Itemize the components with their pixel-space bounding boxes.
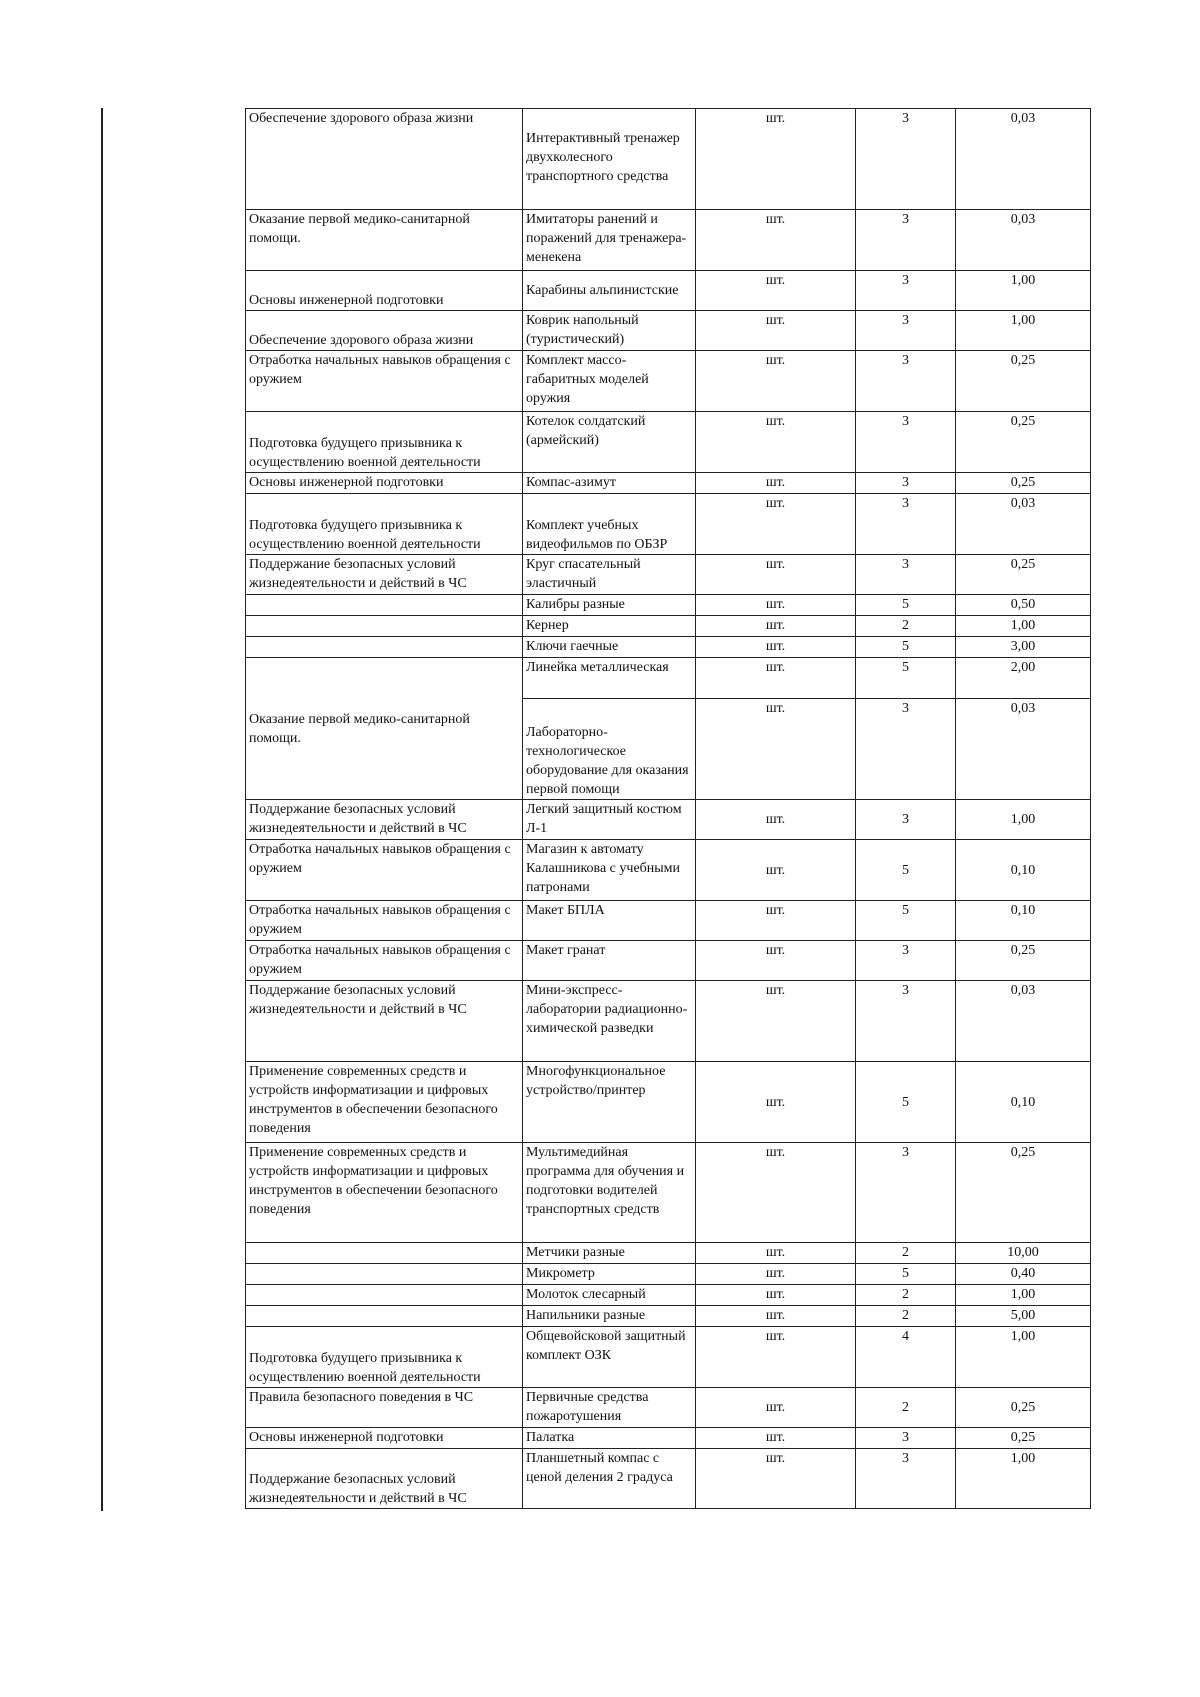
unit-cell: шт. <box>696 1143 856 1243</box>
unit-cell: шт. <box>696 109 856 210</box>
section-cell: Обеспечение здорового образа жизни <box>246 109 523 210</box>
table-row <box>246 412 1091 473</box>
unit-cell: шт. <box>696 1062 856 1143</box>
table-row <box>246 901 1091 941</box>
qty-cell: 3 <box>856 1449 956 1509</box>
unit-cell: шт. <box>696 1388 856 1428</box>
section-cell: Применение современных средств и устройств информатизации и цифровых инструментов в обеспечении безопасного поведения <box>246 1143 523 1243</box>
ratio-cell: 0,10 <box>956 1062 1091 1143</box>
ratio-cell: 1,00 <box>956 1327 1091 1388</box>
item-cell: Молоток слесарный <box>523 1285 696 1306</box>
section-cell: Отработка начальных навыков обращения с оружием <box>246 901 523 941</box>
table-row <box>246 311 1091 351</box>
ratio-cell: 0,03 <box>956 494 1091 555</box>
left-margin-line <box>101 108 103 1511</box>
table-row <box>246 1428 1091 1449</box>
qty-cell: 5 <box>856 658 956 699</box>
unit-cell: шт. <box>696 555 856 595</box>
table-row <box>246 210 1091 271</box>
qty-cell: 3 <box>856 981 956 1062</box>
qty-cell: 3 <box>856 699 956 800</box>
item-cell: Интерактивный тренажер двухколесного транспортного средства <box>523 109 696 210</box>
qty-cell: 2 <box>856 1306 956 1327</box>
table-row <box>246 981 1091 1062</box>
section-cell: Поддержание безопасных условий жизнедеятельности и действий в ЧС <box>246 800 523 840</box>
section-cell: Применение современных средств и устройств информатизации и цифровых инструментов в обеспечении безопасного поведения <box>246 1062 523 1143</box>
item-cell: Имитаторы ранений и поражений для тренажера-менекена <box>523 210 696 271</box>
section-cell <box>246 616 523 637</box>
ratio-cell: 1,00 <box>956 616 1091 637</box>
section-cell: Обеспечение здорового образа жизни <box>246 311 523 351</box>
table-row <box>246 637 1091 658</box>
ratio-cell: 0,03 <box>956 699 1091 800</box>
unit-cell: шт. <box>696 616 856 637</box>
section-cell <box>246 637 523 658</box>
ratio-cell: 10,00 <box>956 1243 1091 1264</box>
unit-cell: шт. <box>696 981 856 1062</box>
item-cell: Макет гранат <box>523 941 696 981</box>
unit-cell: шт. <box>696 1428 856 1449</box>
item-cell: Макет БПЛА <box>523 901 696 941</box>
item-cell: Коврик напольный (туристический) <box>523 311 696 351</box>
unit-cell: шт. <box>696 941 856 981</box>
item-cell: Комплект учебных видеофильмов по ОБЗР <box>523 494 696 555</box>
item-cell: Лабораторно-технологическое оборудование для оказания первой помощи <box>523 699 696 800</box>
table-row <box>246 800 1091 840</box>
unit-cell: шт. <box>696 595 856 616</box>
table-row <box>246 271 1091 311</box>
ratio-cell: 1,00 <box>956 271 1091 311</box>
table-row <box>246 494 1091 555</box>
unit-cell: шт. <box>696 699 856 800</box>
section-cell: Поддержание безопасных условий жизнедеятельности и действий в ЧС <box>246 555 523 595</box>
table-row <box>246 941 1091 981</box>
section-cell <box>246 1285 523 1306</box>
ratio-cell: 0,25 <box>956 1428 1091 1449</box>
section-cell: Подготовка будущего призывника к осуществлению военной деятельности <box>246 494 523 555</box>
ratio-cell: 3,00 <box>956 637 1091 658</box>
qty-cell: 3 <box>856 351 956 412</box>
qty-cell: 3 <box>856 555 956 595</box>
qty-cell: 3 <box>856 109 956 210</box>
ratio-cell: 0,25 <box>956 412 1091 473</box>
table-row <box>246 1243 1091 1264</box>
item-cell: Многофункциональное устройство/принтер <box>523 1062 696 1143</box>
qty-cell: 3 <box>856 1143 956 1243</box>
unit-cell: шт. <box>696 901 856 941</box>
ratio-cell: 0,25 <box>956 351 1091 412</box>
table-row <box>246 1285 1091 1306</box>
qty-cell: 5 <box>856 595 956 616</box>
item-cell: Ключи гаечные <box>523 637 696 658</box>
table-row <box>246 555 1091 595</box>
ratio-cell: 0,25 <box>956 473 1091 494</box>
item-cell: Карабины альпинистские <box>523 271 696 311</box>
item-cell: Метчики разные <box>523 1243 696 1264</box>
ratio-cell: 0,25 <box>956 1143 1091 1243</box>
section-cell: Основы инженерной подготовки <box>246 271 523 311</box>
table-row <box>246 351 1091 412</box>
ratio-cell: 0,50 <box>956 595 1091 616</box>
item-cell: Линейка металлическая <box>523 658 696 699</box>
table-row <box>246 1264 1091 1285</box>
unit-cell: шт. <box>696 800 856 840</box>
table-row <box>246 595 1091 616</box>
ratio-cell: 0,40 <box>956 1264 1091 1285</box>
item-cell: Первичные средства пожаротушения <box>523 1388 696 1428</box>
qty-cell: 5 <box>856 840 956 901</box>
item-cell: Калибры разные <box>523 595 696 616</box>
item-cell: Комплект массо-габаритных моделей оружия <box>523 351 696 412</box>
section-cell: Подготовка будущего призывника к осуществлению военной деятельности <box>246 412 523 473</box>
qty-cell: 3 <box>856 494 956 555</box>
qty-cell: 5 <box>856 637 956 658</box>
section-cell <box>246 1264 523 1285</box>
table-row <box>246 658 1091 699</box>
ratio-cell: 1,00 <box>956 1285 1091 1306</box>
section-cell: Основы инженерной подготовки <box>246 1428 523 1449</box>
qty-cell: 3 <box>856 941 956 981</box>
item-cell: Общевойсковой защитный комплект ОЗК <box>523 1327 696 1388</box>
section-cell: Отработка начальных навыков обращения с оружием <box>246 840 523 901</box>
item-cell: Легкий защитный костюм Л-1 <box>523 800 696 840</box>
equipment-table <box>245 108 1091 1509</box>
qty-cell: 3 <box>856 1428 956 1449</box>
qty-cell: 2 <box>856 1243 956 1264</box>
qty-cell: 3 <box>856 311 956 351</box>
item-cell: Кернер <box>523 616 696 637</box>
ratio-cell: 1,00 <box>956 1449 1091 1509</box>
ratio-cell: 0,03 <box>956 210 1091 271</box>
item-cell: Палатка <box>523 1428 696 1449</box>
table-row <box>246 1449 1091 1509</box>
section-cell: Оказание первой медико-санитарной помощи. <box>246 210 523 271</box>
section-cell: Оказание первой медико-санитарной помощи. <box>246 658 523 800</box>
unit-cell: шт. <box>696 637 856 658</box>
section-cell: Подготовка будущего призывника к осуществлению военной деятельности <box>246 1327 523 1388</box>
unit-cell: шт. <box>696 351 856 412</box>
qty-cell: 5 <box>856 1264 956 1285</box>
item-cell: Микрометр <box>523 1264 696 1285</box>
section-cell: Поддержание безопасных условий жизнедеятельности и действий в ЧС <box>246 1449 523 1509</box>
section-cell <box>246 1306 523 1327</box>
qty-cell: 3 <box>856 473 956 494</box>
qty-cell: 3 <box>856 210 956 271</box>
ratio-cell: 0,25 <box>956 555 1091 595</box>
unit-cell: шт. <box>696 271 856 311</box>
section-cell: Отработка начальных навыков обращения с оружием <box>246 941 523 981</box>
qty-cell: 5 <box>856 1062 956 1143</box>
unit-cell: шт. <box>696 473 856 494</box>
qty-cell: 5 <box>856 901 956 941</box>
section-cell <box>246 595 523 616</box>
ratio-cell: 0,10 <box>956 840 1091 901</box>
qty-cell: 3 <box>856 412 956 473</box>
item-cell: Планшетный компас с ценой деления 2 градуса <box>523 1449 696 1509</box>
table-row <box>246 616 1091 637</box>
unit-cell: шт. <box>696 311 856 351</box>
unit-cell: шт. <box>696 210 856 271</box>
table-row <box>246 840 1091 901</box>
table-row <box>246 109 1091 210</box>
table-row <box>246 1327 1091 1388</box>
unit-cell: шт. <box>696 1306 856 1327</box>
qty-cell: 3 <box>856 800 956 840</box>
table-row <box>246 1062 1091 1143</box>
item-cell: Напильники разные <box>523 1306 696 1327</box>
qty-cell: 3 <box>856 271 956 311</box>
unit-cell: шт. <box>696 1285 856 1306</box>
ratio-cell: 0,25 <box>956 1388 1091 1428</box>
unit-cell: шт. <box>696 412 856 473</box>
item-cell: Мультимедийная программа для обучения и подготовки водителей транспортных средств <box>523 1143 696 1243</box>
ratio-cell: 0,10 <box>956 901 1091 941</box>
ratio-cell: 0,03 <box>956 981 1091 1062</box>
ratio-cell: 0,03 <box>956 109 1091 210</box>
ratio-cell: 5,00 <box>956 1306 1091 1327</box>
section-cell <box>246 1243 523 1264</box>
section-cell: Поддержание безопасных условий жизнедеятельности и действий в ЧС <box>246 981 523 1062</box>
qty-cell: 2 <box>856 616 956 637</box>
ratio-cell: 0,25 <box>956 941 1091 981</box>
unit-cell: шт. <box>696 1449 856 1509</box>
section-cell: Основы инженерной подготовки <box>246 473 523 494</box>
item-cell: Компас-азимут <box>523 473 696 494</box>
unit-cell: шт. <box>696 494 856 555</box>
item-cell: Магазин к автомату Калашникова с учебными патронами <box>523 840 696 901</box>
unit-cell: шт. <box>696 658 856 699</box>
qty-cell: 2 <box>856 1285 956 1306</box>
item-cell: Круг спасательный эластичный <box>523 555 696 595</box>
unit-cell: шт. <box>696 840 856 901</box>
table-row <box>246 1143 1091 1243</box>
ratio-cell: 2,00 <box>956 658 1091 699</box>
ratio-cell: 1,00 <box>956 800 1091 840</box>
section-cell: Отработка начальных навыков обращения с оружием <box>246 351 523 412</box>
item-cell: Котелок солдатский (армейский) <box>523 412 696 473</box>
table-row <box>246 473 1091 494</box>
unit-cell: шт. <box>696 1243 856 1264</box>
unit-cell: шт. <box>696 1327 856 1388</box>
section-cell: Правила безопасного поведения в ЧС <box>246 1388 523 1428</box>
qty-cell: 4 <box>856 1327 956 1388</box>
ratio-cell: 1,00 <box>956 311 1091 351</box>
qty-cell: 2 <box>856 1388 956 1428</box>
table-row <box>246 1388 1091 1428</box>
unit-cell: шт. <box>696 1264 856 1285</box>
table-row <box>246 1306 1091 1327</box>
item-cell: Мини-экспресс-лаборатории радиационно-химической разведки <box>523 981 696 1062</box>
